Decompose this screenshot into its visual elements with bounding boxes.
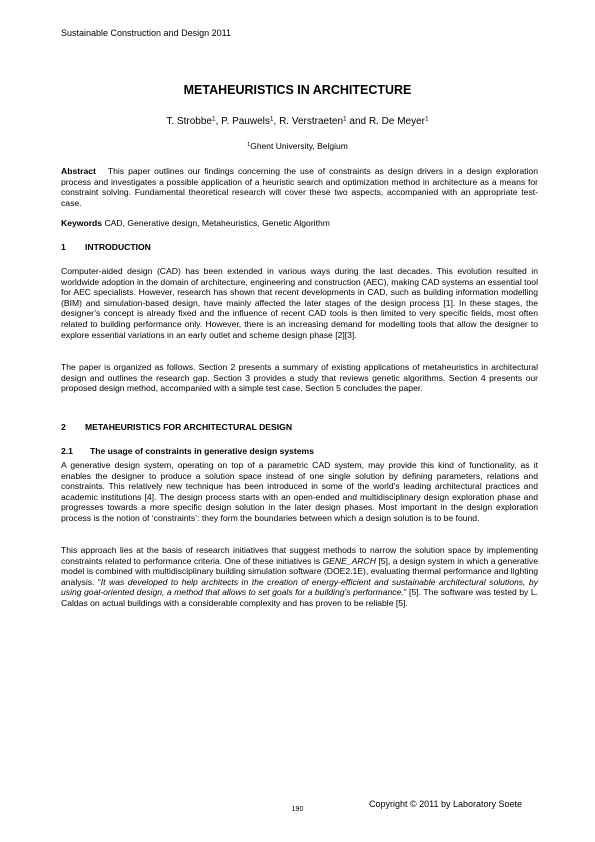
author-name: P. Pauwels <box>221 116 270 127</box>
paragraph: Computer-aided design (CAD) has been extended in various ways during the last decades. This evolution resulted in worldwide adoption in the domain of architecture, engineering and construction (AEC), making CAD systems an essential tool for AEC specialists. However, research has shown that recent developments in CAD, such as building information modelling (BIM) and simulation-based design, have mainly affected the later stages of the design process [1]. In these stages, the designer’s concept is already fixed and the influence of recent CAD tools is then limited to very specific fields, most often related to building performance only. However, there is an increasing demand for modelling tools that allow the designer to explore essential variations in an early outlet and scheme design phase [2][3]. <box>61 266 538 340</box>
section-number: 2 <box>61 422 66 432</box>
paper-title: METAHEURISTICS IN ARCHITECTURE <box>183 83 412 97</box>
affiliation-mark: 1 <box>247 141 251 148</box>
author-list <box>0 116 595 127</box>
subsection-title: The usage of constraints in generative design systems <box>90 446 314 456</box>
author-separator: and <box>346 116 369 127</box>
section-title: METAHEURISTICS FOR ARCHITECTURAL DESIGN <box>85 422 293 432</box>
affiliation-text: Ghent University, Belgium <box>250 141 348 151</box>
paragraph-text: ” [5]. The software was tested by L. Caldas on actual buildings with a considerable complexity and has proven to be reliable [5]. <box>61 587 538 608</box>
abstract-text: This paper outlines our findings concerning the use of constraints as design drivers in a design exploration process and investigates a possible application of a heuristic search and optimization method in architecture as a means for constraint solving. Fundamental theoretical research will cover these two aspects, accompanied with an appropriate test-case. <box>61 166 538 208</box>
paragraph <box>61 545 538 609</box>
affiliation-mark: 1 <box>211 115 216 123</box>
affiliation-mark: 1 <box>425 115 429 123</box>
section-number: 1 <box>61 242 66 252</box>
copyright-notice: Copyright © 2011 by Laboratory Soete <box>369 799 523 809</box>
affiliation-mark: 1 <box>343 115 347 123</box>
keywords-label: Keywords <box>61 218 103 228</box>
quotation: It was developed to help architects in the creation of energy-efficient and sustainable architectural solutions, by using goal-oriented design, a method that allows to set goals for a building’s performance. <box>61 576 539 598</box>
paragraph: A generative design system, operating on top of a parametric CAD system, may provide this kind of functionality, as it enables the designer to produce a solution space instead of one single solution by defining parameters, relations and constraints. This relatively new technique has been introduced in some of the world’s leading architectural practices and academic institutions [4]. The design process starts with an open-ended and multidisciplinary design exploration phase and progresses towards a more specific design solution in the later design phases. Most important in the design exploration process is the notion of ‘constraints’: they form the boundaries between which a design solution is to be found. <box>61 460 538 523</box>
running-header: Sustainable Construction and Design 2011 <box>61 28 231 38</box>
paragraph-text: [5], a design system in which a generative model is combined with multidisciplinary building simulation software (DOE2.1E), evaluating thermal performance and lighting analysis. “ <box>61 555 539 587</box>
affiliation-mark: 1 <box>269 115 274 123</box>
software-name: GENE_ARCH <box>322 555 376 566</box>
author-name: T. Strobbe <box>166 116 212 127</box>
keywords <box>61 218 538 229</box>
section-heading <box>61 242 538 252</box>
abstract <box>61 166 538 208</box>
paragraph: The paper is organized as follows. Section 2 presents a summary of existing applications of metaheuristics in architectural design and outlines the research gap. Section 3 provides a study that reviews genetic algorithms. Section 4 presents our proposed design method, accompanied with a simple test case. Section 5 concludes the paper. <box>61 362 538 394</box>
author-name: R. De Meyer <box>368 116 425 127</box>
subsection-number: 2.1 <box>61 446 73 456</box>
subsection-heading <box>61 446 538 456</box>
paragraph-text: This approach lies at the basis of research initiatives that suggest methods to narrow the solution space by implementing constraints related to performance criteria. One of these initiatives is <box>61 545 538 566</box>
author-name: R. Verstraeten <box>279 116 343 127</box>
author-separator: , <box>273 116 280 127</box>
section-title: INTRODUCTION <box>85 242 151 252</box>
page-number: 190 <box>291 806 304 813</box>
keywords-text: CAD, Generative design, Metaheuristics, Genetic Algorithm <box>104 218 330 228</box>
author-separator: , <box>215 116 222 127</box>
affiliation <box>0 141 595 151</box>
abstract-label: Abstract <box>61 166 96 176</box>
section-heading <box>61 422 538 432</box>
